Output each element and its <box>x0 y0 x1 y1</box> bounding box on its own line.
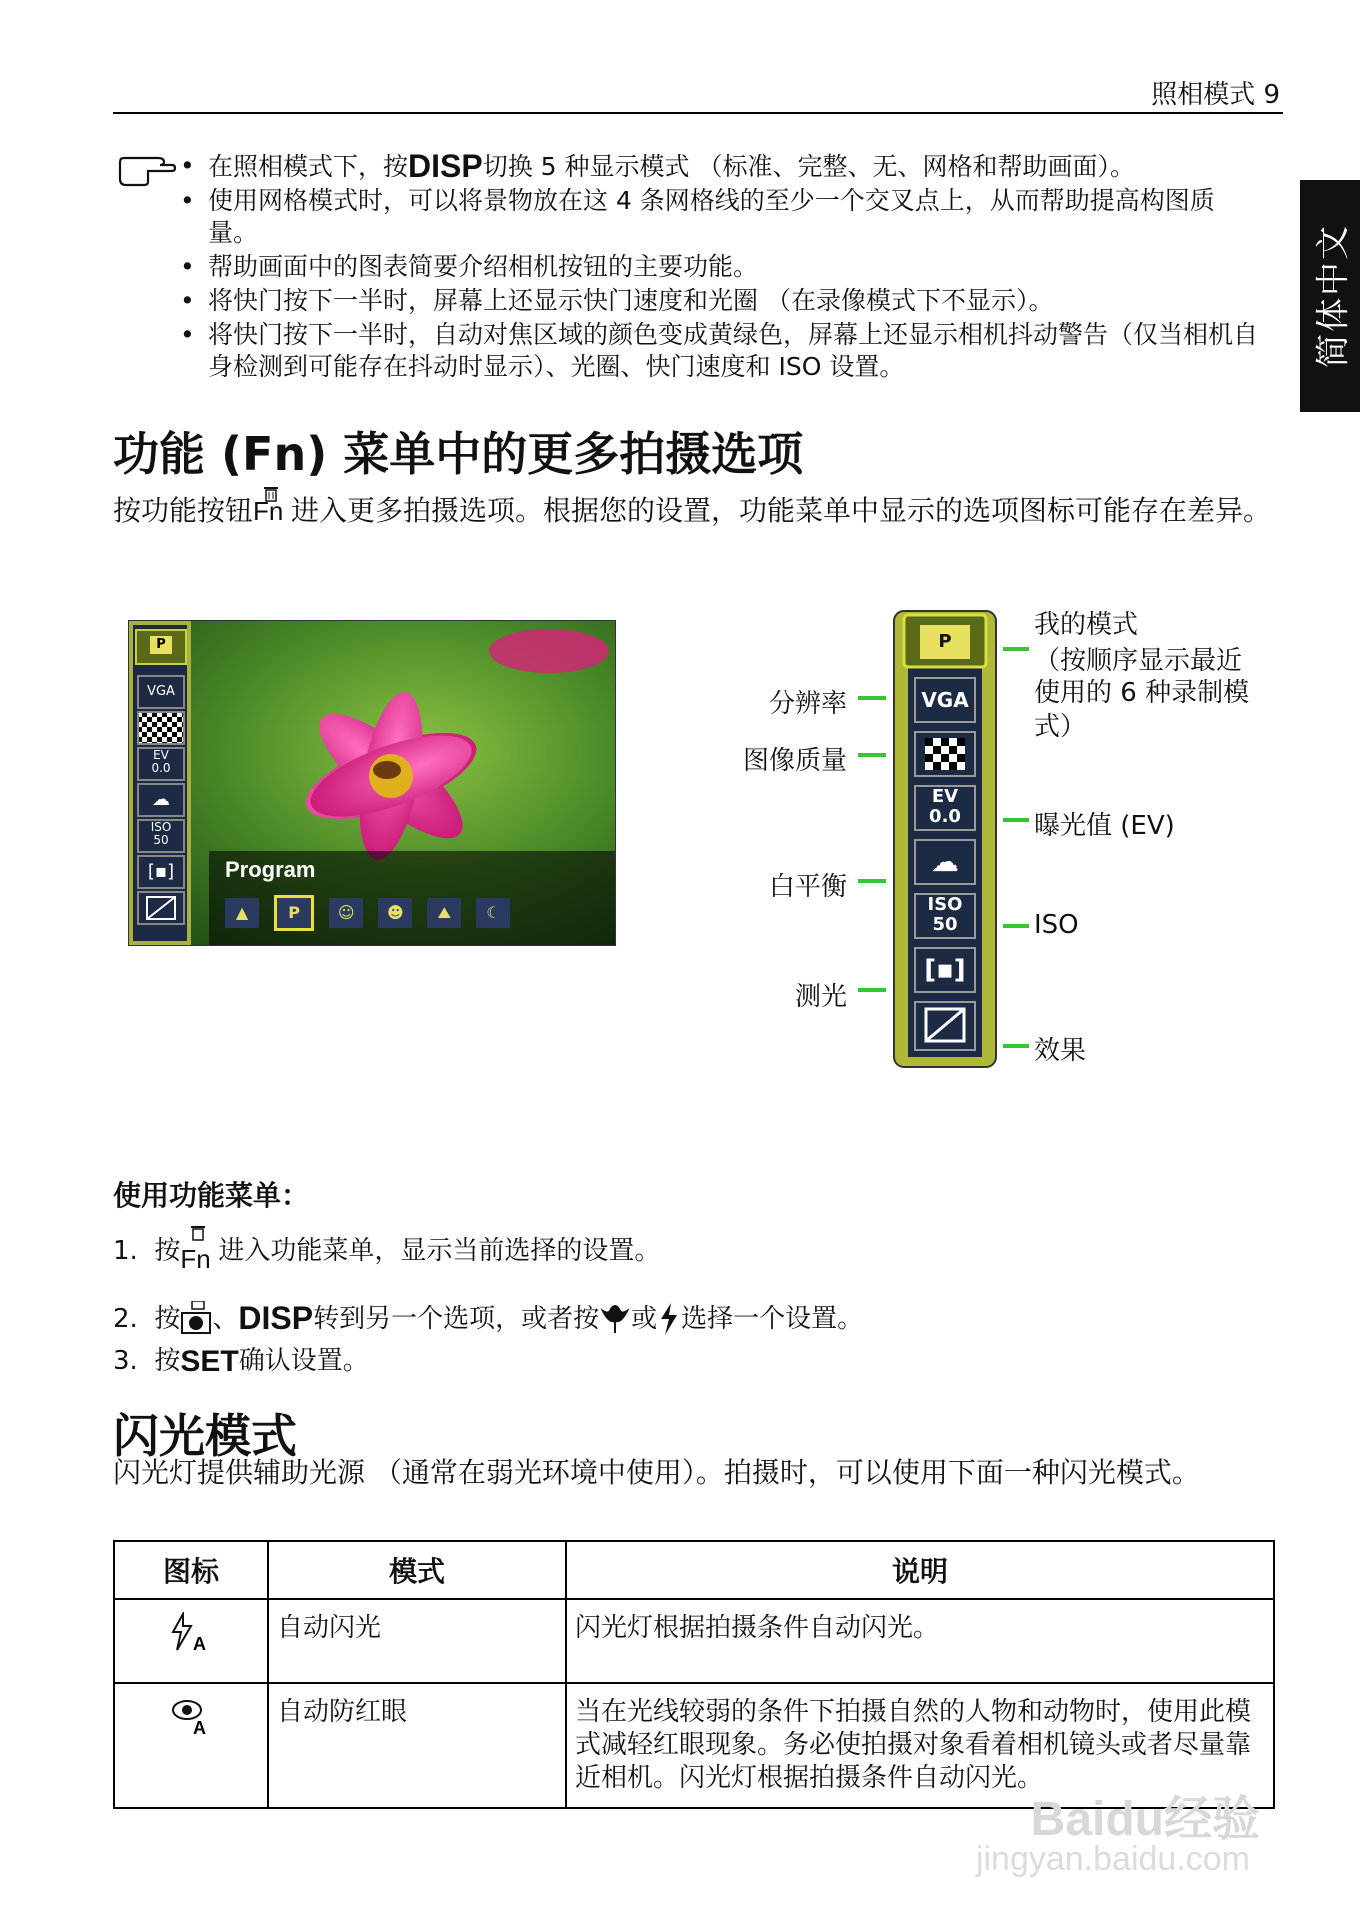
metering-icon: [▪] <box>914 947 976 993</box>
language-tab-label: 简体中文 <box>1313 224 1354 368</box>
flash-intro: 闪光灯提供辅助光源 （通常在弱光环境中使用）。拍摄时，可以使用下面一种闪光模式。 <box>113 1456 1200 1489</box>
iso-value: 50 <box>153 833 169 847</box>
step-1 <box>113 1230 661 1274</box>
screen-resolution-icon: VGA <box>137 675 185 709</box>
svg-text:A: A <box>193 1718 206 1736</box>
auto-mode-icon: ▲ <box>225 898 259 928</box>
leader-mymode <box>1003 647 1029 651</box>
mode-cell: 自动防红眼 <box>268 1683 566 1808</box>
label-metering: 测光 <box>794 982 847 1012</box>
note-item: • 将快门按下一半时，自动对焦区域的颜色变成黄绿色，屏幕上还显示相机抖动警告（仅当相机自身检测到可能存在抖动时显示）、光圈、快门速度和 ISO 设置。 <box>180 319 1260 383</box>
intro-text: 按功能按钮 <box>113 494 254 527</box>
leader-quality <box>858 753 886 757</box>
note-text: 切换 5 种显示模式 （标准、完整、无、网格和帮助画面）。 <box>482 152 1135 181</box>
iso-icon <box>914 893 976 939</box>
table-header-row <box>114 1541 1274 1599</box>
col-icon: 图标 <box>114 1541 268 1599</box>
leader-metering <box>858 988 886 992</box>
screen-metering-icon: [▪] <box>137 855 185 889</box>
header-rule <box>113 112 1283 114</box>
label-quality: 图像质量 <box>742 746 847 776</box>
note-item: • 帮助画面中的图表简要介绍相机按钮的主要功能。 <box>180 251 1260 283</box>
col-desc: 说明 <box>566 1541 1274 1599</box>
fn-button-icon <box>180 1231 218 1274</box>
label-mymode-desc: （按顺序显示最近 <box>1034 646 1243 676</box>
ev-icon <box>914 785 976 831</box>
screen-quality-icon <box>137 711 185 745</box>
note-item: • 将快门按下一半时，屏幕上还显示快门速度和光圈 （在录像模式下不显示）。 <box>180 285 1260 317</box>
label-wb: 白平衡 <box>768 872 847 902</box>
fn-menu-diagram <box>890 607 1000 1071</box>
iso-value: 50 <box>932 914 958 935</box>
iso-text: ISO <box>150 820 172 834</box>
usage-title: 使用功能菜单： <box>113 1179 310 1212</box>
portrait-mode-icon: ☺ <box>329 898 363 928</box>
leader-iso <box>1003 924 1029 928</box>
flash-mode-table <box>113 1540 1275 1809</box>
effect-diagonal <box>916 1003 974 1049</box>
label-resolution: 分辨率 <box>768 689 847 719</box>
note-text: 在照相模式下，按 <box>208 152 409 181</box>
label-mymode-desc: 使用的 6 种录制模 <box>1034 678 1250 708</box>
page-header: 照相模式 9 <box>1151 80 1280 110</box>
step-text: 转到另一个选项，或者按 <box>313 1304 600 1334</box>
step-text: 按 <box>154 1236 181 1266</box>
fn-intro <box>113 486 1283 536</box>
baidu-watermark: Baidu经验 <box>1030 1793 1260 1846</box>
ev-text: EV <box>153 748 169 762</box>
leader-ev <box>1003 818 1029 822</box>
note-hand-icon <box>118 154 176 188</box>
display-notes <box>180 150 1260 385</box>
wb-cloudy-icon: ☁ <box>914 839 976 885</box>
intro-text: 进入更多拍摄选项。根据您的设置，功能菜单中显示的选项图标可能存在差异。 <box>291 494 1272 527</box>
self-timer-face-icon <box>180 1301 212 1335</box>
program-label: Program <box>225 857 316 882</box>
label-mymode: 我的模式 <box>1034 610 1139 640</box>
resolution-icon: VGA <box>914 677 976 723</box>
step-text: 确认设置。 <box>238 1346 369 1376</box>
step-text: 、 <box>212 1304 239 1334</box>
baidu-watermark-url: jingyan.baidu.com <box>975 1840 1250 1878</box>
ev-value: 0.0 <box>929 806 961 827</box>
mymode-p-icon: P <box>920 625 970 659</box>
screen-iso-icon <box>137 819 185 853</box>
effect-diagonal <box>139 893 183 923</box>
col-mode: 模式 <box>268 1541 566 1599</box>
leader-wb <box>858 879 886 883</box>
screen-ev-icon <box>137 747 185 781</box>
note-item <box>180 150 1260 183</box>
disp-key: DISP <box>238 1300 314 1336</box>
mode-cell: 自动闪光 <box>268 1599 566 1683</box>
step-text: 进入功能菜单，显示当前选择的设置。 <box>218 1236 661 1266</box>
red-eye-auto-icon <box>169 1696 213 1736</box>
step-text: 选择一个设置。 <box>681 1304 864 1334</box>
step-number: 1. <box>113 1236 138 1266</box>
program-mode-icon: P <box>274 895 314 931</box>
screen-wb-icon: ☁ <box>137 783 185 817</box>
camera-screen-photo <box>128 620 616 946</box>
step-2 <box>113 1298 863 1337</box>
quality-checker <box>925 738 965 770</box>
screen-effect-icon <box>137 891 185 925</box>
note-item: • 使用网格模式时，可以将景物放在这 4 条网格线的至少一个交叉点上，从而帮助提高构图质量。 <box>180 185 1260 249</box>
ev-text: EV <box>931 786 959 807</box>
step-text: 或 <box>631 1304 658 1334</box>
trash-icon <box>190 1225 206 1241</box>
section-title-flash: 闪光模式 <box>113 1409 297 1463</box>
scene-mode-row <box>225 895 510 931</box>
label-ev: 曝光值 (EV) <box>1034 811 1175 841</box>
landscape-mode-icon: ⛰ <box>427 898 461 928</box>
leader-effect <box>1003 1044 1029 1048</box>
quality-icon <box>914 731 976 777</box>
leader-resolution <box>858 696 886 700</box>
effect-icon <box>914 1001 976 1051</box>
disp-key: DISP <box>408 148 483 184</box>
svg-text:A: A <box>193 1634 206 1652</box>
night-portrait-mode-icon: ☾ <box>476 898 510 928</box>
step-3 <box>113 1340 369 1379</box>
label-mymode-desc: 式） <box>1034 712 1087 742</box>
ev-value: 0.0 <box>151 761 171 775</box>
icon-cell <box>114 1599 268 1683</box>
label-effect: 效果 <box>1034 1036 1087 1066</box>
fn-button-icon <box>253 492 291 532</box>
language-tab <box>1300 180 1360 412</box>
section-title-fn-menu: 功能 (Fn) 菜单中的更多拍摄选项 <box>113 427 804 481</box>
flash-auto-icon <box>169 1612 213 1652</box>
macro-flower-icon <box>599 1303 631 1335</box>
step-text: 按 <box>154 1346 181 1376</box>
fn-label: Fn <box>180 1244 211 1274</box>
screen-mymode-p-icon <box>135 629 187 665</box>
fn-label: Fn <box>253 496 284 526</box>
table-row <box>114 1599 1274 1683</box>
iso-text: ISO <box>927 894 963 915</box>
flash-bolt-icon <box>657 1303 681 1335</box>
set-key: SET <box>180 1345 239 1378</box>
step-text: 按 <box>154 1304 181 1334</box>
desc-cell: 闪光灯根据拍摄条件自动闪光。 <box>566 1599 1274 1683</box>
label-iso: ISO <box>1034 910 1079 940</box>
step-number: 2. <box>113 1304 138 1334</box>
p-glyph: P <box>150 636 172 654</box>
step-number: 3. <box>113 1346 138 1376</box>
face-mode-icon: ☻ <box>378 898 412 928</box>
icon-cell <box>114 1683 268 1808</box>
desc-cell: 当在光线较弱的条件下拍摄自然的人物和动物时，使用此模式减轻红眼现象。务必使拍摄对象看着相机镜头或者尽量靠近相机。闪光灯根据拍摄条件自动闪光。 <box>566 1683 1274 1808</box>
